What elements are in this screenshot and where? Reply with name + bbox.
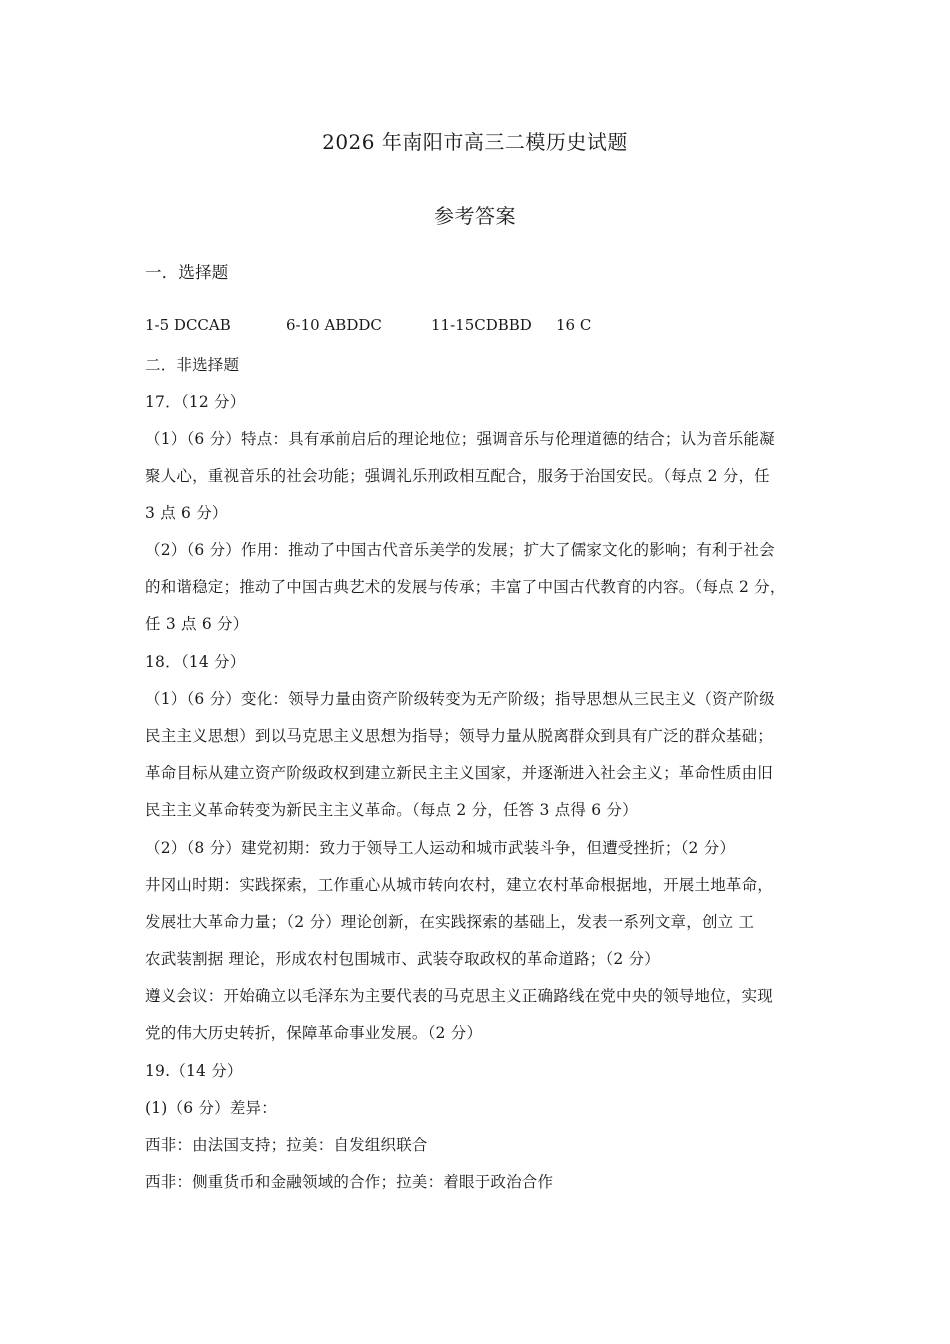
mc-answer-group-3: 11-15CDBBD — [431, 316, 532, 334]
answer-line: 西非：侧重货币和金融领域的合作；拉美：着眼于政治合作 — [145, 1173, 554, 1191]
answer-line: 聚人心，重视音乐的社会功能；强调礼乐刑政相互配合，服务于治国安民。（每点 2 分，任 — [145, 467, 770, 485]
answer-line: 党的伟大历史转折，保障革命事业发展。（2 分） — [145, 1024, 483, 1042]
answer-line: 任 3 点 6 分） — [145, 615, 249, 633]
question-heading-17: 17．（12 分） — [145, 393, 246, 411]
question-heading-19: 19.（14 分） — [145, 1062, 243, 1080]
answer-line: 民主主义革命转变为新民主主义革命。（每点 2 分，任答 3 点得 6 分） — [145, 801, 638, 819]
answer-line: 3 点 6 分） — [145, 504, 228, 522]
answer-line: 民主主义思想）到以马克思主义思想为指导；领导力量从脱离群众到具有广泛的群众基础； — [145, 727, 774, 745]
answer-line: 西非：由法国支持；拉美：自发组织联合 — [145, 1136, 428, 1154]
answer-line: 的和谐稳定；推动了中国古典艺术的发展与传承；丰富了中国古代教育的内容。（每点 2 分， — [145, 578, 786, 596]
answer-line: (1)（6 分）差异： — [145, 1099, 277, 1117]
mc-answer-group-4: 16 C — [556, 316, 592, 334]
answer-line: （1）（6 分）特点：具有承前启后的理论地位；强调音乐与伦理道德的结合；认为音乐能凝 — [145, 430, 775, 448]
document-title: 2026 年南阳市高三二模历史试题 — [322, 130, 628, 154]
answer-line: （2）（8 分）建党初期：致力于领导工人运动和城市武装斗争，但遭受挫折；（2 分） — [145, 839, 736, 857]
answer-line: 发展壮大革命力量；（2 分）理论创新，在实践探索的基础上，发表一系列文章，创立 工 — [145, 913, 755, 931]
answer-line: 农武装割据 理论，形成农村包围城市、武装夺取政权的革命道路；（2 分） — [145, 950, 660, 968]
answer-line: （1）（6 分）变化：领导力量由资产阶级转变为无产阶级；指导思想从三民主义（资产阶级 — [145, 690, 775, 708]
section-heading-nonchoice: 二．非选择题 — [145, 356, 240, 374]
document-subtitle: 参考答案 — [434, 204, 516, 228]
section-heading-choice: 一．选择题 — [145, 263, 229, 282]
mc-answer-group-2: 6-10 ABDDC — [286, 316, 382, 334]
answer-line: 革命目标从建立资产阶级政权到建立新民主主义国家，并逐渐进入社会主义；革命性质由旧 — [145, 764, 774, 782]
mc-answer-group-1: 1-5 DCCAB — [145, 316, 231, 334]
answer-line: 井冈山时期：实践探索，工作重心从城市转向农村，建立农村革命根据地，开展土地革命， — [145, 876, 774, 894]
answer-line: （2）（6 分）作用：推动了中国古代音乐美学的发展；扩大了儒家文化的影响；有利于社会 — [145, 541, 775, 559]
question-heading-18: 18．（14 分） — [145, 653, 246, 671]
answer-line: 遵义会议：开始确立以毛泽东为主要代表的马克思主义正确路线在党中央的领导地位，实现 — [145, 987, 774, 1005]
